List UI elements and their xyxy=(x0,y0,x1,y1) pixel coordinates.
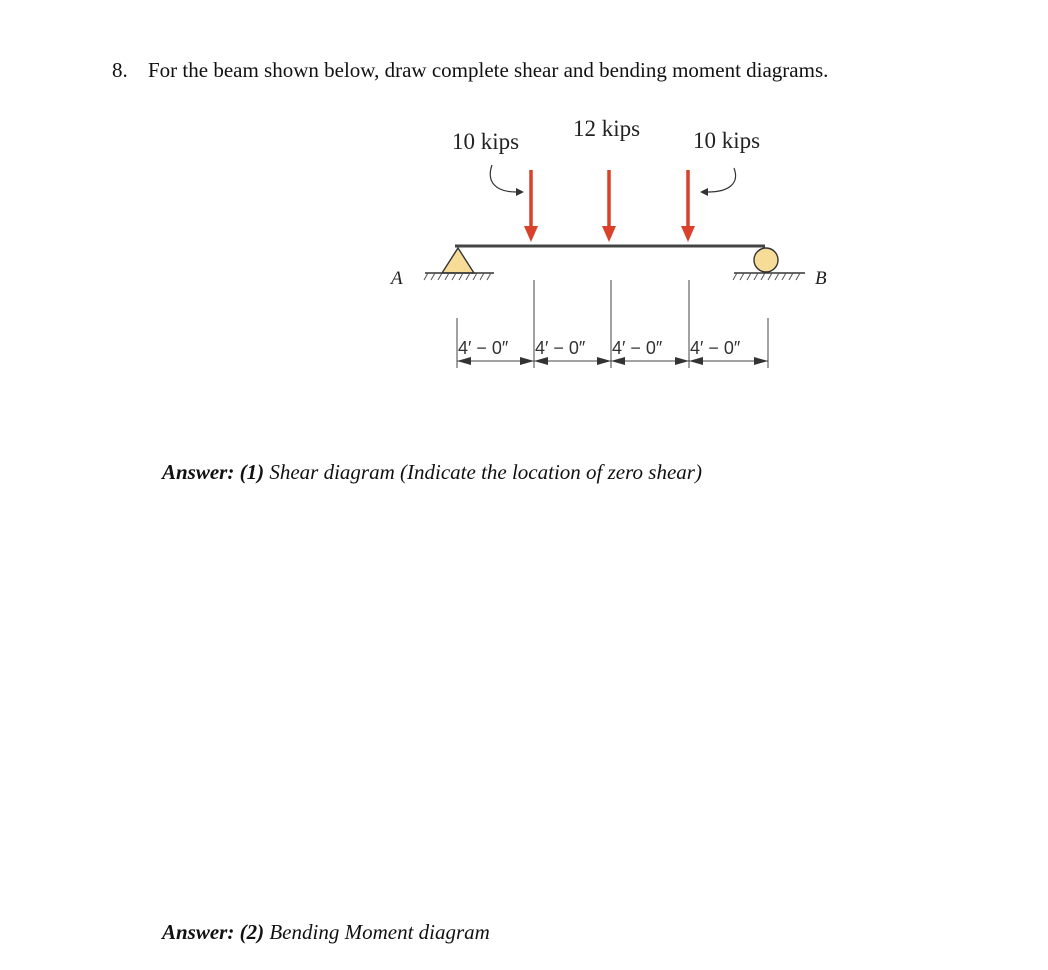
support-label-a: A xyxy=(391,268,403,289)
load-label-2: 12 kips xyxy=(573,116,641,141)
dimension-label-1: 4′ − 0″ xyxy=(458,338,509,358)
roller-support-b xyxy=(733,248,805,280)
load-arrow-2 xyxy=(602,170,616,242)
dimension-label-2: 4′ − 0″ xyxy=(535,338,586,358)
answer-moment-text: Bending Moment diagram xyxy=(269,920,490,944)
answer-shear xyxy=(162,460,702,485)
dimension-line xyxy=(457,357,768,365)
load-arrow-1 xyxy=(524,170,538,242)
dimension-label-3: 4′ − 0″ xyxy=(612,338,663,358)
support-label-b: B xyxy=(815,268,827,289)
question-number: 8. xyxy=(112,58,128,82)
leader-line-3 xyxy=(708,168,736,192)
load-arrow-3 xyxy=(681,170,695,242)
answer-shear-prefix: Answer: xyxy=(162,460,235,484)
answer-shear-text: Shear diagram (Indicate the location of zero shear) xyxy=(269,460,702,484)
answer-moment-part: (2) xyxy=(239,920,265,944)
leader-line-1 xyxy=(490,165,516,192)
load-label-3: 10 kips xyxy=(693,128,761,153)
question-text: For the beam shown below, draw complete shear and bending moment diagrams. xyxy=(148,58,829,82)
dimension-label-4: 4′ − 0″ xyxy=(690,338,741,358)
pin-support-a xyxy=(424,248,494,280)
load-label-1: 10 kips xyxy=(452,129,520,154)
answer-moment xyxy=(162,920,490,945)
answer-shear-part: (1) xyxy=(239,460,265,484)
answer-moment-prefix: Answer: xyxy=(162,920,235,944)
